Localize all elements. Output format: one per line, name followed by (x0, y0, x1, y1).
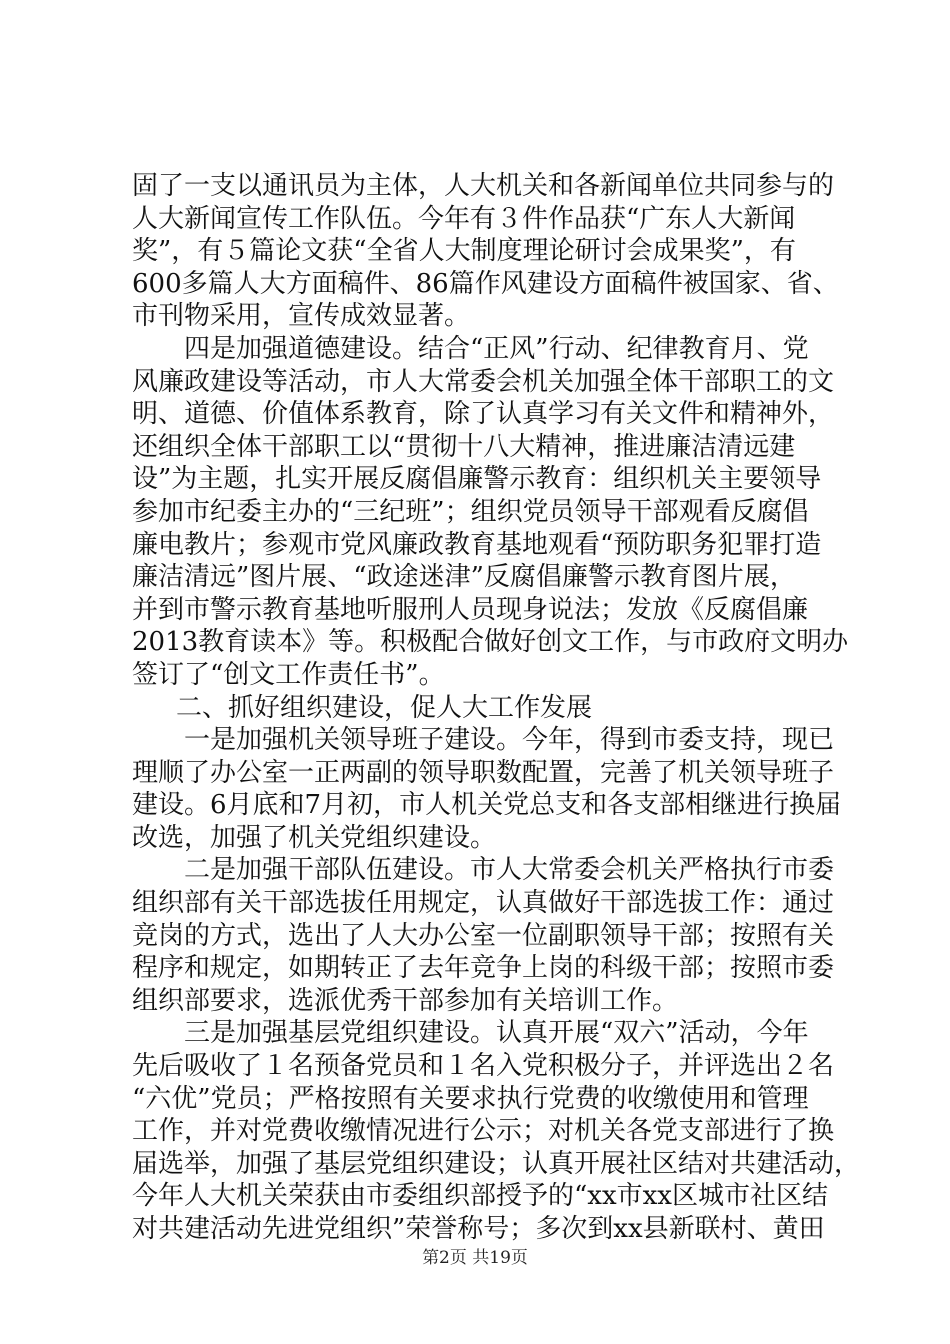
text-line: 三是加强基层党组织建设。认真开展“双六”活动，今年 (184, 1018, 809, 1049)
text-line: 2013教育读本》等。积极配合做好创文工作，与市政府文明办 (132, 627, 849, 658)
text-line: 固了一支以通讯员为主体，人大机关和各新闻单位共同参与的 (132, 171, 835, 201)
text-line: 廉洁清远”图片展、“政途迷津”反腐倡廉警示教育图片展， (132, 562, 796, 593)
text-line: 二是加强干部队伍建设。市人大常委会机关严格执行市委 (184, 855, 835, 886)
text-line: 改选，加强了机关党组织建设。 (132, 822, 497, 853)
text-line: 并到市警示教育基地听服刑人员现身说法；发放《反腐倡廉 (132, 594, 809, 625)
text-line: 先后吸收了１名预备党员和１名入党积极分子，并评选出２名 (132, 1051, 835, 1082)
text-line: 一是加强机关领导班子建设。今年，得到市委支持，现已 (184, 725, 835, 756)
text-line: 四是加强道德建设。结合“正风”行动、纪律教育月、党 (184, 333, 809, 364)
text-line: 风廉政建设等活动，市人大常委会机关加强全体干部职工的文 (132, 366, 835, 397)
text-line: 市刊物采用，宣传成效显著。 (132, 301, 471, 332)
text-line: 600多篇人大方面稿件、86篇作风建设方面稿件被国家、省、 (132, 268, 839, 299)
text-line: 对共建活动先进党组织”荣誉称号；多次到xx县新联村、黄田 (132, 1214, 825, 1244)
text-line: 今年人大机关荣获由市委组织部授予的“xx市xx区城市社区结 (132, 1181, 828, 1212)
text-line: 建设。6月底和7月初，市人机关党总支和各支部相继进行换届 (132, 790, 842, 821)
text-line: 人大新闻宣传工作队伍。今年有３件作品获“广东人大新闻 (132, 203, 796, 234)
paragraph-cadre-team (132, 854, 835, 1017)
text-line: 组织部要求，选派优秀干部参加有关培训工作。 (132, 985, 679, 1016)
paragraph-grassroots-party (132, 1017, 861, 1245)
paragraph-news-propaganda (132, 170, 839, 333)
text-line: 工作，并对党费收缴情况进行公示；对机关各党支部进行了换 (132, 1116, 835, 1147)
text-line: 竞岗的方式，选出了人大办公室一位副职领导干部；按照有关 (132, 920, 835, 951)
document-body (132, 170, 861, 1246)
text-line: 程序和规定，如期转正了去年竞争上岗的科级干部；按照市委 (132, 953, 835, 984)
paragraph-leadership (132, 724, 842, 854)
text-line: 参加市纪委主办的“三纪班”；组织党员领导干部观看反腐倡 (132, 496, 809, 527)
text-line: 廉电教片；参观市党风廉政教育基地观看“预防职务犯罪打造 (132, 529, 822, 560)
text-line: 设”为主题，扎实开展反腐倡廉警示教育：组织机关主要领导 (132, 464, 822, 495)
text-line: 理顺了办公室一正两副的领导职数配置，完善了机关领导班子 (132, 757, 835, 788)
text-line: 奖”，有５篇论文获“全省人大制度理论研讨会成果奖”，有 (132, 236, 796, 267)
text-line: 组织部有关干部选拔任用规定，认真做好干部选拔工作：通过 (132, 888, 835, 919)
text-line: “六优”党员；严格按照有关要求执行党费的收缴使用和管理 (132, 1083, 809, 1114)
text-line: 届选举，加强了基层党组织建设；认真开展社区结对共建活动， (132, 1148, 861, 1179)
text-line: 明、道德、价值体系教育，除了认真学习有关文件和精神外， (132, 399, 835, 430)
section-heading (132, 692, 832, 725)
text-line: 签订了“创文工作责任书”。 (132, 659, 445, 690)
text-line: 还组织全体干部职工以“贯彻十八大精神，推进廉洁清远建 (132, 431, 796, 462)
page-number-footer: 第2页 共19页 (422, 1248, 528, 1268)
section-heading-text: 二、抓好组织建设，促人大工作发展 (176, 692, 593, 723)
paragraph-moral-building (132, 333, 849, 692)
